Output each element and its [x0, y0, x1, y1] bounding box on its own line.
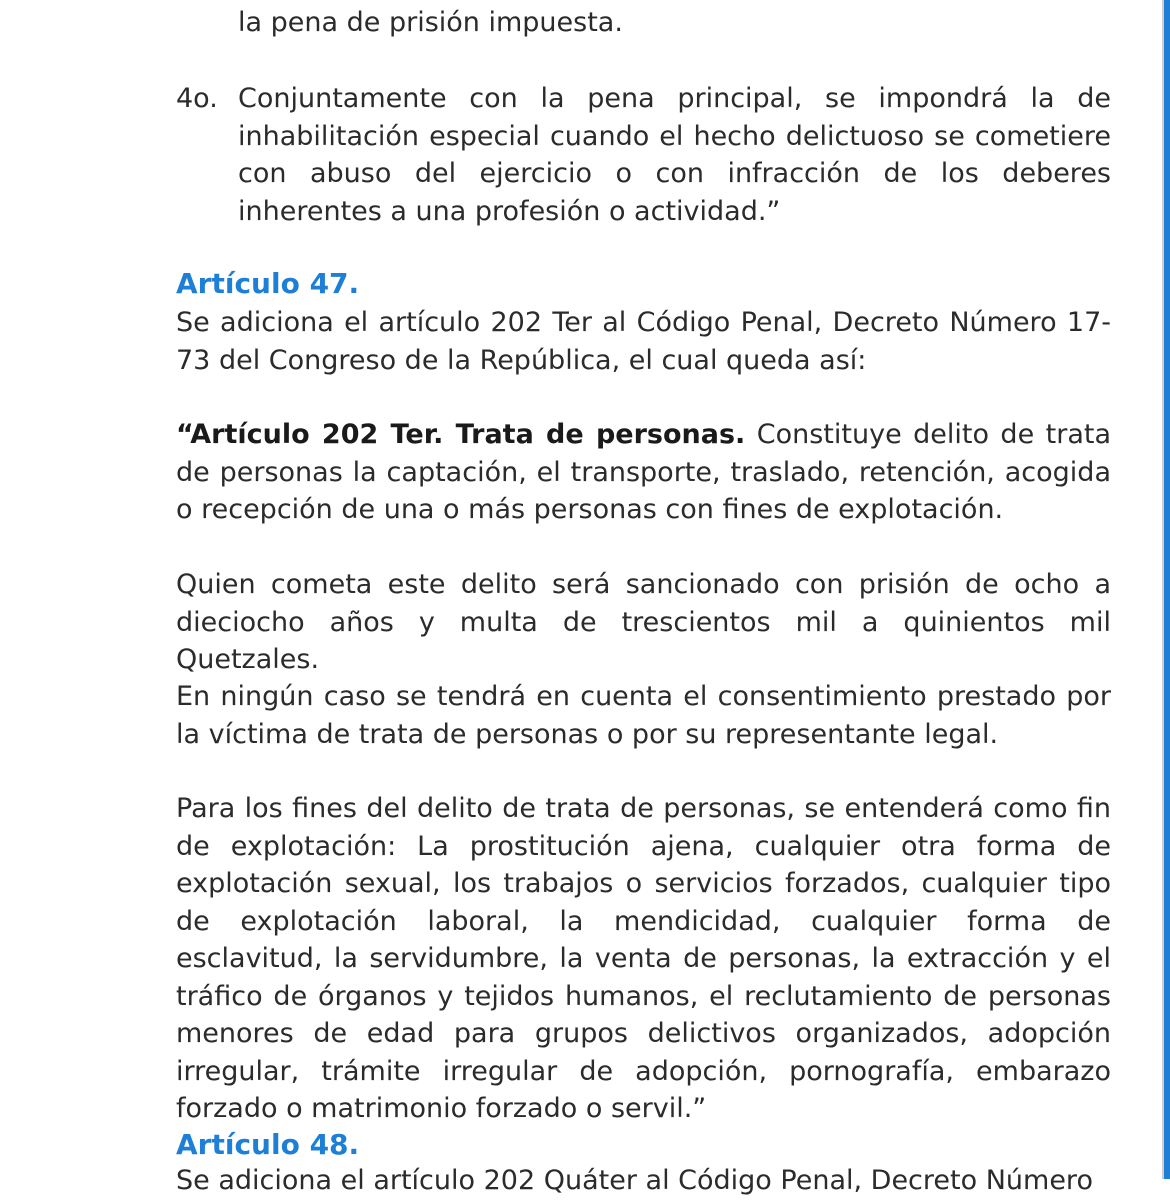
list-item-number: 4o. [176, 83, 218, 114]
consent-paragraph: En ningún caso se tendrá en cuenta el consentimiento prestado por la víctima de trata de personas o por su representante legal. [176, 681, 1111, 750]
sanction-paragraph: Quien cometa este delito será sancionado con prisión de ocho a dieciocho años y multa de trescientos mil a quinientos mil Quetzales. [176, 569, 1111, 675]
article-47-intro: Se adiciona el artículo 202 Ter al Código Penal, Decreto Número 17- 73 del Congreso de la República, el cual queda así: [176, 307, 1111, 376]
article-48-heading: Artículo 48. [176, 1128, 360, 1161]
list-item-4 [176, 80, 1111, 230]
article-202-ter-paragraph [176, 416, 1111, 529]
article-202-ter-text: Constituye delito de trata de personas la captación, el transporte, traslado, retención, acogida o recepción de una o más personas con fines de explotación. [176, 419, 1111, 525]
article-48-intro-partial: Se adiciona el artículo 202 Quáter al Código Penal, Decreto Número [176, 1165, 1093, 1196]
continuation-line: la pena de prisión impuesta. [238, 7, 623, 38]
article-47-heading: Artículo 47. [176, 267, 360, 300]
exploitation-paragraph: Para los fines del delito de trata de personas, se entenderá como fin de explotación: La prostitución ajena, cualquier otra forma de explotación sexual, los trabajos o servicios forzados, cualquier tipo de explotación laboral, la mendicidad, cualquier forma de esclavitud, la servidumbre, la venta de personas, la extracción y el tráfico de órganos y tejidos humanos, el reclutamiento de personas menores de edad para grupos delictivos organizados, adopción irregular, trámite irregular de adopción, pornografía, embarazo forzado o matrimonio forzado o servil.” [176, 793, 1111, 1124]
list-item-text: Conjuntamente con la pena principal, se impondrá la de inhabilitación especial cuando el hecho delictuoso se cometiere con abuso del ejercicio o con infracción de los deberes inherentes a una profesión o actividad.” [238, 83, 1111, 227]
article-202-ter-title: “Artículo 202 Ter. Trata de personas. [176, 419, 746, 450]
page-edge-accent [1164, 0, 1170, 1179]
